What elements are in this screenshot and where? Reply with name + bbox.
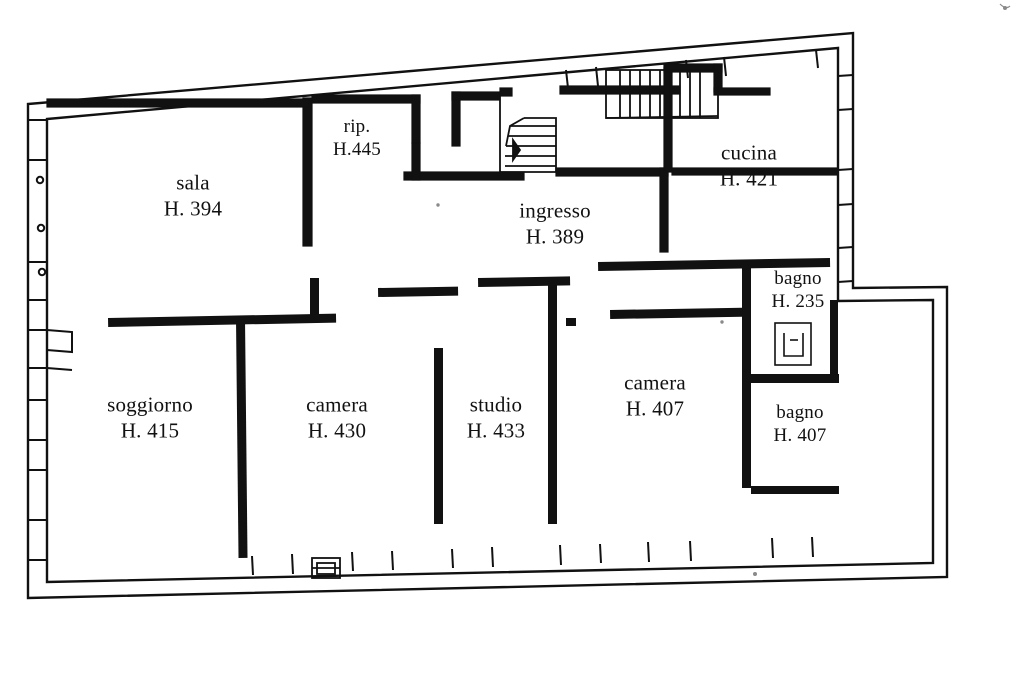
outer-walls — [28, 33, 947, 598]
left-wall-windows — [28, 120, 72, 560]
room-name: ingresso — [519, 198, 591, 223]
room-height: H. 430 — [307, 418, 367, 442]
room-height: H. 407 — [773, 425, 827, 446]
bathroom-fixture — [775, 323, 811, 365]
right-wall-openings — [838, 75, 853, 282]
room-name: cucina — [721, 140, 777, 165]
room-height: H. 421 — [719, 166, 779, 190]
room-height: H. 235 — [771, 291, 825, 312]
room-height: H. 433 — [466, 418, 526, 442]
room-name: camera — [624, 370, 686, 395]
room-height: H.445 — [333, 139, 381, 160]
room-height: H. 407 — [625, 396, 685, 420]
room-height: H. 394 — [163, 196, 223, 220]
room-name: bagno — [774, 267, 822, 289]
room-label-ingresso — [519, 198, 591, 249]
room-label-bagno-1 — [772, 267, 825, 313]
room-label-sala — [164, 170, 222, 221]
room-name: sala — [176, 170, 210, 195]
lower-wall-openings — [252, 537, 813, 575]
room-label-bagno-2 — [774, 401, 827, 447]
room-label-camera-2 — [306, 392, 368, 443]
room-name: bagno — [776, 401, 824, 423]
room-name: studio — [469, 392, 523, 417]
room-height: H. 389 — [525, 224, 585, 248]
room-height: H. 415 — [120, 418, 180, 442]
room-name: camera — [306, 392, 368, 417]
room-name: rip. — [343, 115, 371, 137]
room-name: soggiorno — [107, 392, 193, 417]
room-label-rip — [333, 115, 381, 161]
staircase-entry — [500, 96, 556, 172]
room-label-camera-1 — [624, 370, 686, 421]
room-label-studio — [467, 392, 525, 443]
room-label-soggiorno — [107, 392, 193, 443]
room-label-cucina — [720, 140, 778, 191]
